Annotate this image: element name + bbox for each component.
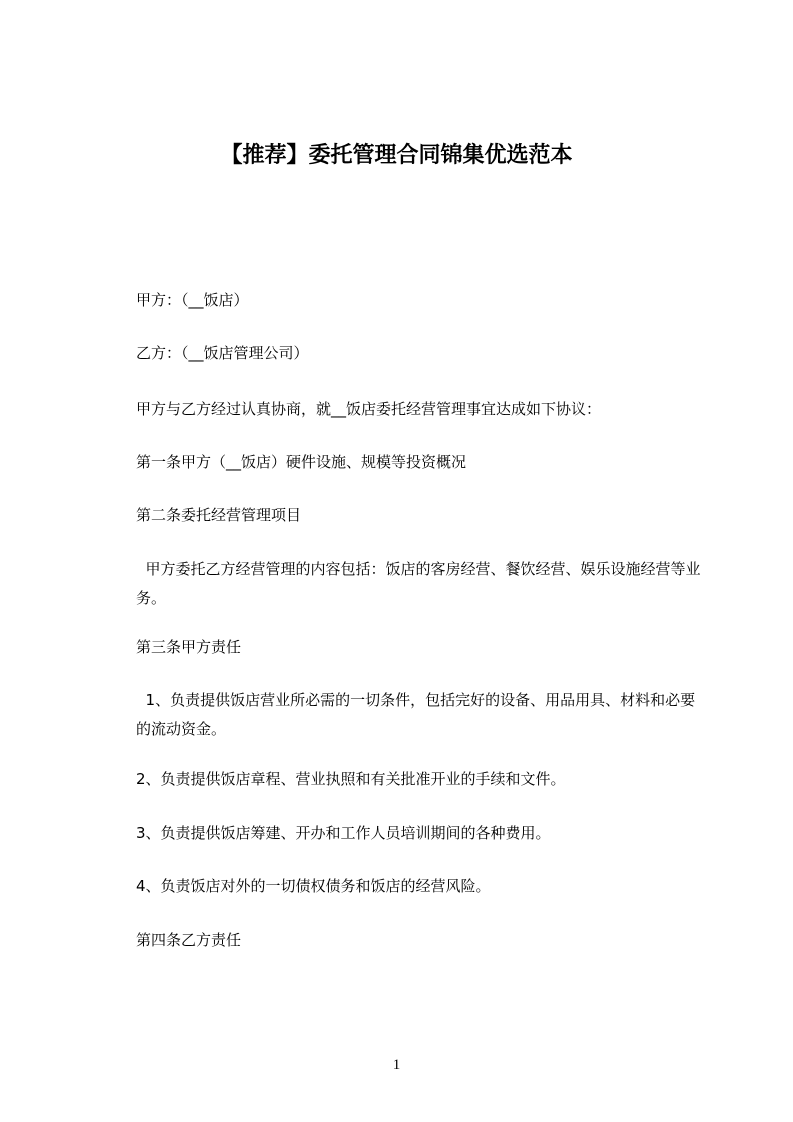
article-3-item-4: 4、负责饭店对外的一切债权债务和饭店的经营风险。 [136,877,491,895]
article-1-heading: 第一条甲方（__饭店）硬件设施、规模等投资概况 [136,453,467,471]
article-2-heading: 第二条委托经营管理项目 [136,506,302,524]
party-b-line: 乙方：（__饭店管理公司） [136,344,309,362]
party-a-line: 甲方：（__饭店） [136,291,249,309]
article-4-heading: 第四条乙方责任 [136,931,242,949]
article-2-content: 甲方委托乙方经营管理的内容包括：饭店的客房经营、餐饮经营、娱乐设施经营等业务。 [136,560,701,607]
article-3-item-2: 2、负责提供饭店章程、营业执照和有关批准开业的手续和文件。 [136,770,566,788]
article-3-item-3: 3、负责提供饭店筹建、开办和工作人员培训期间的各种费用。 [136,824,551,842]
page-number: 1 [392,1057,401,1073]
agreement-intro: 甲方与乙方经过认真协商，就__饭店委托经营管理事宜达成如下协议： [136,400,602,418]
article-3-heading: 第三条甲方责任 [136,638,242,656]
article-3-item-1: 1、负责提供饭店营业所必需的一切条件，包括完好的设备、用品用具、材料和必要的流动资金。 [136,691,696,738]
document-title: 【推荐】委托管理合同锦集优选范本 [220,143,573,168]
